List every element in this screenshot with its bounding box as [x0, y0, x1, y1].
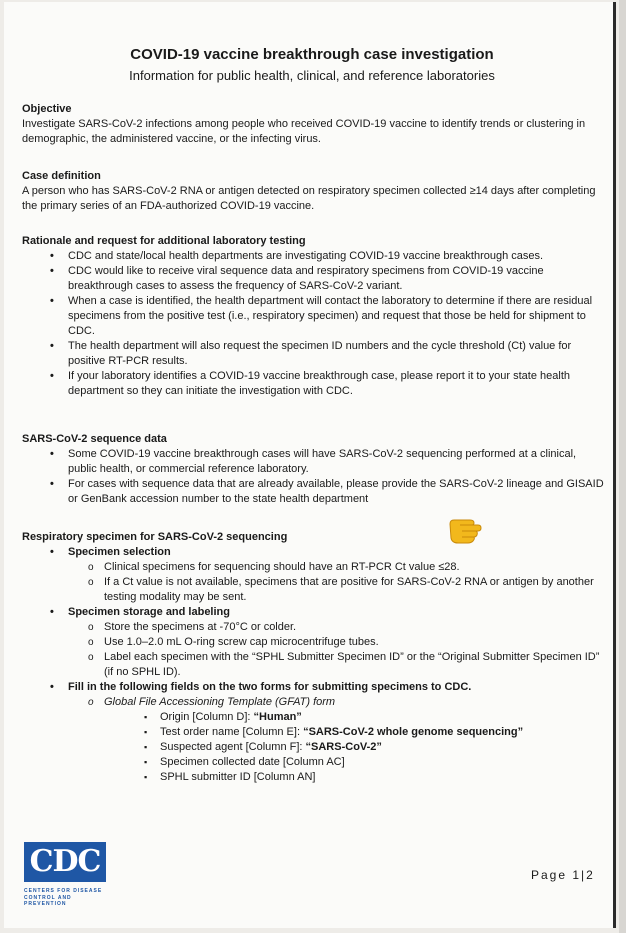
list-item: • When a case is identified, the health department will contact the laboratory to determine if there are residual specimens from the positive test (i.e., respiratory specimen) and request that those be held for shipment to CDC. — [50, 295, 593, 337]
circle-bullet-icon: o — [88, 577, 94, 588]
list-item: • For cases with sequence data that are already available, please provide the SARS-CoV-2 lineage and GISAID or GenBank accession number to the state health department — [50, 478, 604, 505]
bullet-icon: • — [50, 370, 54, 382]
field-item: ▪ Origin [Column D]: “Human” — [144, 711, 302, 723]
circle-bullet-icon: o — [88, 637, 94, 648]
list-item: o If a Ct value is not available, specimens that are positive for SARS-CoV-2 RNA or antigen by another testing modality may be sent. — [88, 576, 594, 603]
rationale-section — [22, 234, 607, 399]
circle-bullet-icon: o — [88, 622, 94, 633]
selection-label: • Specimen selection — [50, 546, 171, 558]
case-definition-section — [22, 169, 607, 214]
circle-bullet-icon: o — [88, 652, 94, 663]
list-item: o Store the specimens at -70°C or colder. — [88, 621, 297, 633]
bullet-icon: • — [50, 448, 54, 460]
sequence-section — [22, 432, 607, 507]
document-page — [4, 2, 616, 928]
list-item: • If your laboratory identifies a COVID-19 vaccine breakthrough case, please report it to your state health department so they can initiate the investigation with CDC. — [50, 370, 570, 397]
pointing-hand-icon — [448, 514, 484, 546]
page-edge — [619, 0, 626, 933]
bullet-icon: • — [50, 295, 54, 307]
list-item: o Clinical specimens for sequencing should have an RT-PCR Ct value ≤28. — [88, 561, 460, 573]
rationale-heading: Rationale and request for additional laboratory testing — [22, 235, 306, 247]
list-item: • CDC would like to receive viral sequence data and respiratory specimens from COVID-19 vaccine breakthrough cases to assess the frequency of SARS-CoV-2 variant. — [50, 265, 544, 292]
objective-heading: Objective — [22, 103, 72, 115]
list-item: • CDC and state/local health departments are investigating COVID-19 vaccine breakthrough cases. — [50, 250, 544, 262]
objective-text: Investigate SARS-CoV-2 infections among people who received COVID-19 vaccine to identify trends or clustering in demographic, the administered vaccine, or the infecting virus. — [22, 118, 586, 145]
square-bullet-icon: ▪ — [144, 772, 148, 782]
field-item: ▪ Test order name [Column E]: “SARS-CoV-2 whole genome sequencing” — [144, 726, 524, 738]
sequence-heading: SARS-CoV-2 sequence data — [22, 433, 167, 445]
list-item: o Use 1.0–2.0 mL O-ring screw cap microcentrifuge tubes. — [88, 636, 379, 648]
bullet-icon: • — [50, 478, 54, 490]
list-item: o Label each specimen with the “SPHL Submitter Specimen ID” or the “Original Submitter Specimen ID” (if no SPHL ID). — [88, 651, 600, 678]
bullet-icon: • — [50, 265, 54, 277]
storage-label: • Specimen storage and labeling — [50, 606, 230, 618]
field-item: ▪ Specimen collected date [Column AC] — [144, 756, 345, 768]
square-bullet-icon: ▪ — [144, 727, 148, 737]
case-definition-heading: Case definition — [22, 170, 101, 182]
square-bullet-icon: ▪ — [144, 712, 148, 722]
circle-bullet-icon: o — [88, 697, 94, 708]
page-number: Page 1|2 — [531, 868, 595, 882]
list-item: • The health department will also request the specimen ID numbers and the cycle threshold (Ct) value for positive RT-PCR results. — [50, 340, 572, 367]
field-item: ▪ SPHL submitter ID [Column AN] — [144, 771, 316, 783]
respiratory-heading: Respiratory specimen for SARS-CoV-2 sequencing — [22, 531, 288, 543]
field-item: ▪ Suspected agent [Column F]: “SARS-CoV-2” — [144, 741, 382, 753]
bullet-icon: • — [50, 606, 54, 618]
document-subtitle: Information for public health, clinical, and reference laboratories — [129, 68, 495, 83]
cdc-logo — [24, 842, 114, 912]
square-bullet-icon: ▪ — [144, 757, 148, 767]
cdc-logo-line1: CENTERS FOR DISEASE — [24, 888, 103, 894]
square-bullet-icon: ▪ — [144, 742, 148, 752]
case-definition-text: A person who has SARS-CoV-2 RNA or antigen detected on respiratory specimen collected ≥14 days after completing the primary series of an FDA-authorized COVID-19 vaccine. — [22, 185, 596, 212]
bullet-icon: • — [50, 546, 54, 558]
document-title: COVID-19 vaccine breakthrough case investigation — [130, 46, 494, 63]
bullet-icon: • — [50, 340, 54, 352]
objective-section — [22, 102, 607, 147]
circle-bullet-icon: o — [88, 562, 94, 573]
respiratory-section — [22, 530, 607, 785]
cdc-logo-line2: CONTROL AND PREVENTION — [24, 895, 72, 907]
cdc-logo-mark: CDC — [24, 842, 106, 882]
bullet-icon: • — [50, 681, 54, 693]
bullet-icon: • — [50, 250, 54, 262]
gfat-label: o Global File Accessioning Template (GFAT) form — [88, 696, 336, 708]
fill-label: • Fill in the following fields on the two forms for submitting specimens to CDC. — [50, 681, 472, 693]
list-item: • Some COVID-19 vaccine breakthrough cases will have SARS-CoV-2 sequencing performed at a clinical, public health, or commercial reference laboratory. — [50, 448, 577, 475]
